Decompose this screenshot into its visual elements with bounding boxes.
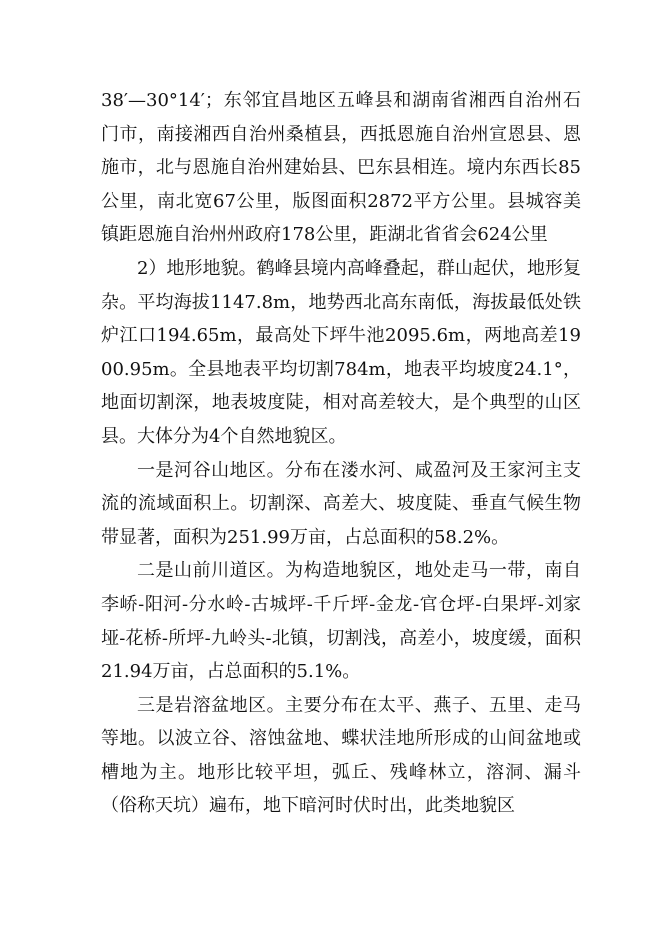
paragraph-location-boundaries: 38′—30°14′；东邻宜昌地区五峰县和湖南省湘西自治州石门市，南接湘西自治州桑植县，西抵恩施自治州宣恩县、恩施市，北与恩施自治州建始县、巴东县相连。境内东西长85公里，南北宽67公里，版图面积2872平方公里。县城容美镇距恩施自治州州政府178公里，距湖北省省会624公里 [101,90,581,246]
paragraph-terrain-landform: 2）地形地貌。鹤峰县境内高峰叠起，群山起伏，地形复杂。平均海拔1147.8m，地势西北高东南低，海拔最低处铁炉江口194.65m，最高处下坪牛池2095.6m，两地高差1900.95m。全县地表平均切割784m，地表平均坡度24.1°，地面切割深，地表坡度陡，相对高差较大，是个典型的山区县。大体分为4个自然地貌区。 [101,257,581,447]
document-body [101,84,581,823]
paragraph-valley-mountain-area: 一是河谷山地区。分布在溇水河、咸盈河及王家河主支流的流域面积上。切割深、高差大、坡度陡、垂直气候生物带显著，面积为251.99万亩，占总面积的58.2%。 [101,459,581,548]
paragraph-piedmont-corridor-area: 二是山前川道区。为构造地貌区，地处走马一带，南自李峤-阳河-分水岭-古城坪-千斤坪-金龙-官仓坪-白果坪-刘家垭-花桥-所坪-九岭头-北镇，切割浅，高差小，坡度缓，面积21.94万亩，占总面积的5.1%。 [101,560,581,683]
paragraph-karst-basin-area: 三是岩溶盆地区。主要分布在太平、燕子、五里、走马等地。以波立谷、溶蚀盆地、蝶状洼地所形成的山间盆地或槽地为主。地形比较平坦，弧丘、残峰林立，溶洞、漏斗（俗称天坑）遍布，地下暗河时伏时出，此类地貌区 [101,694,581,817]
